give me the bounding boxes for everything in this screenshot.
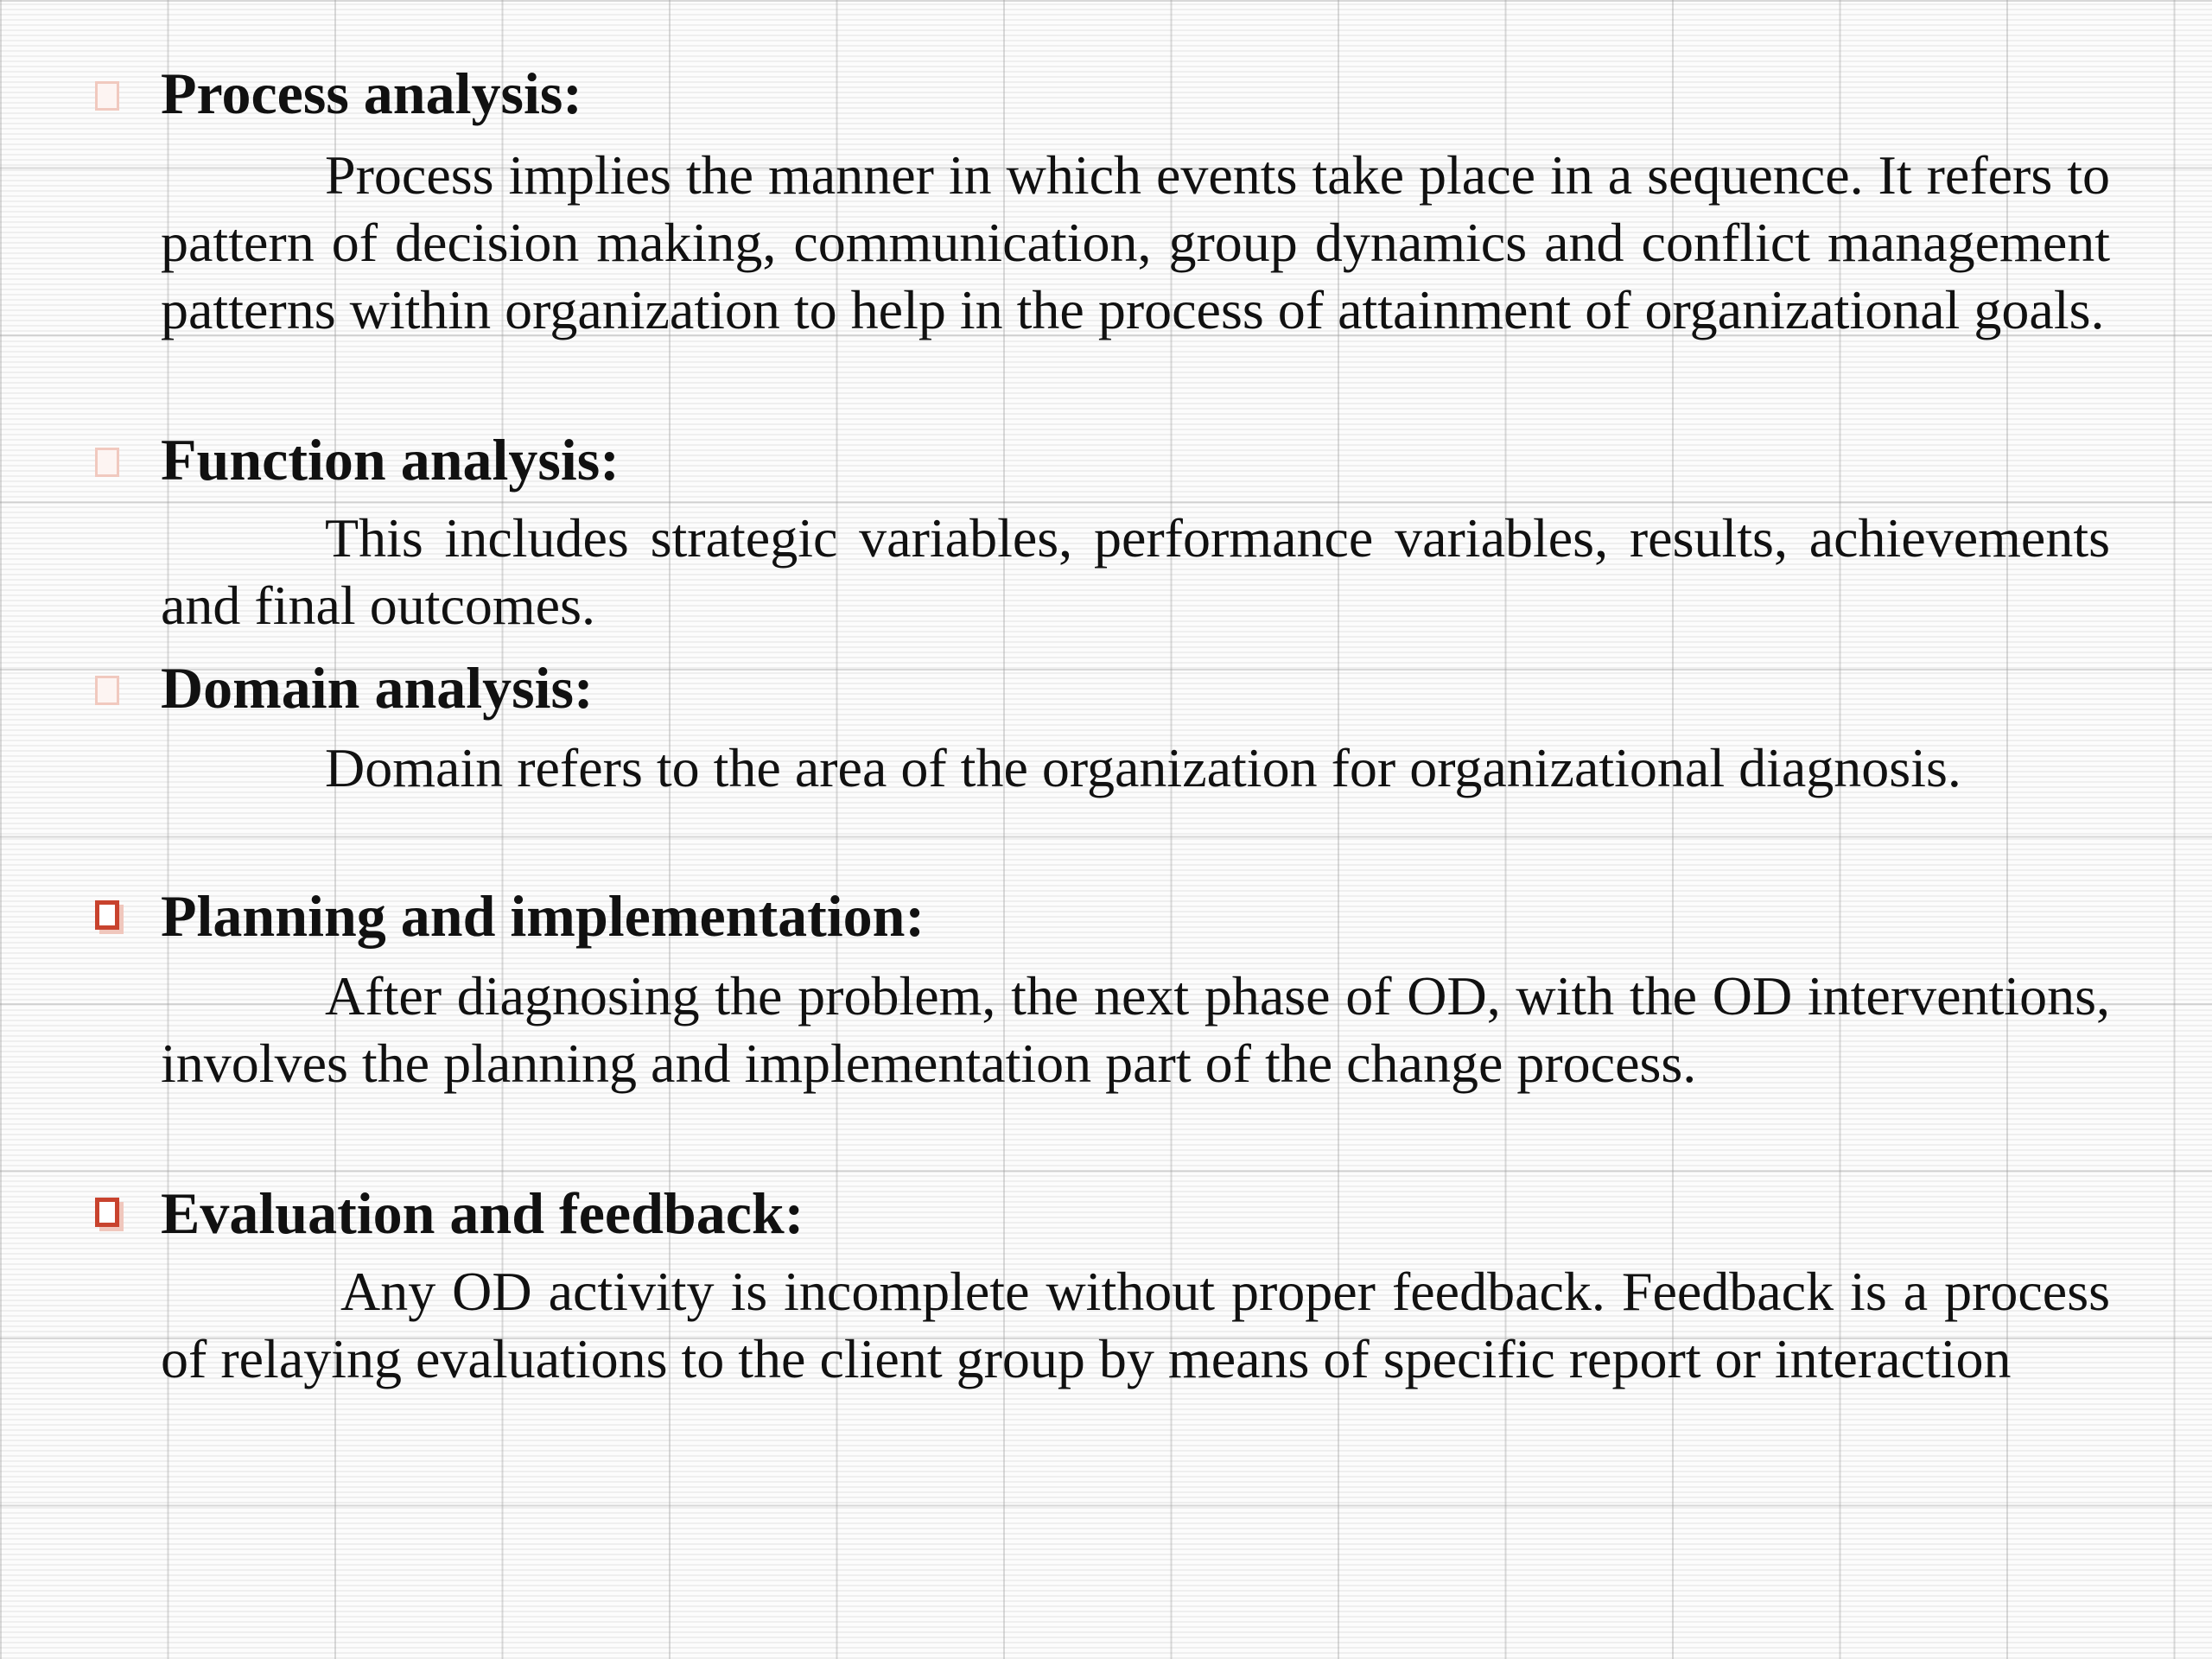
section-heading: Planning and implementation: — [161, 883, 925, 949]
section-body: Domain refers to the area of the organization for organizational diagnosis. — [325, 737, 1961, 798]
section-heading: Domain analysis: — [161, 655, 594, 721]
square-bullet-icon — [95, 81, 119, 111]
section-heading: Evaluation and feedback: — [161, 1180, 804, 1246]
square-bullet-icon — [95, 676, 119, 705]
section-heading: Process analysis: — [161, 60, 582, 126]
square-bullet-icon — [95, 448, 119, 477]
square-bullet-icon — [95, 1198, 119, 1227]
section-heading: Function analysis: — [161, 427, 620, 493]
section-body: This includes strategic variables, performance variables, results, achievements and final outcomes. — [161, 507, 2110, 636]
square-bullet-icon — [95, 900, 119, 930]
section-body: Any OD activity is incomplete without proper feedback. Feedback is a process of relaying evaluations to the client group by means of specific report or interaction — [161, 1261, 2110, 1389]
section-body: After diagnosing the problem, the next phase of OD, with the OD interventions, involves the planning and implementation part of the change process. — [161, 965, 2110, 1094]
section-body: Process implies the manner in which events take place in a sequence. It refers to pattern of decision making, communication, group dynamics and conflict management patterns within organization to help in the process of attainment of organizational goals. — [161, 144, 2110, 340]
